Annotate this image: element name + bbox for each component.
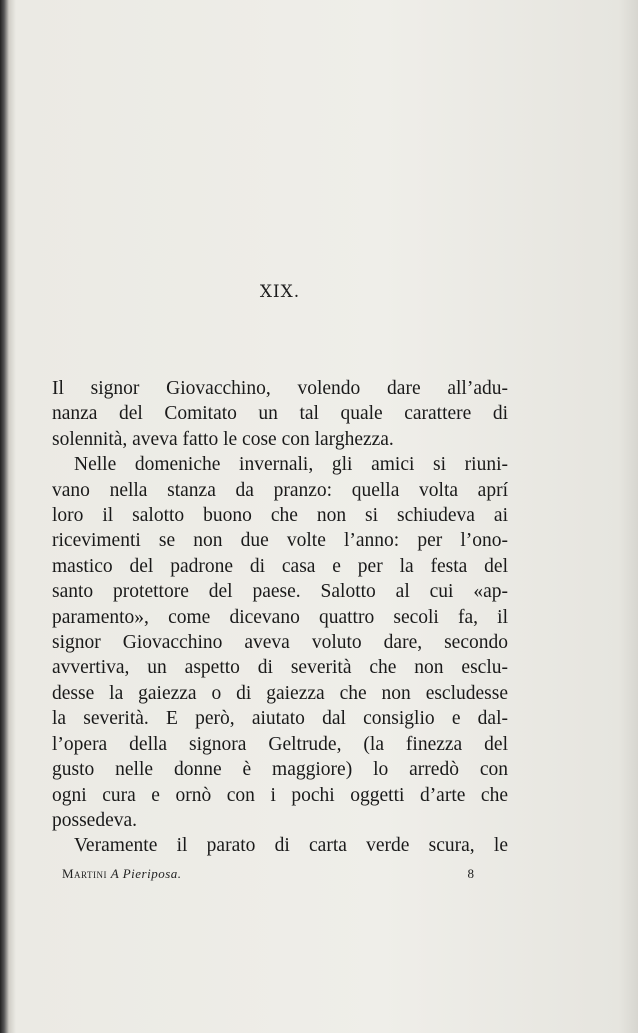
text-line: mastico del padrone di casa e per la festa del [52,555,508,577]
text-line: santo protettore del paese. Salotto al cui «ap- [52,581,508,603]
text-line: possedeva. [52,809,138,831]
text-line: solennità, aveva fatto le cose con larghezza. [52,428,394,450]
text-line: paramento», come dicevano quattro secoli fa, il [52,606,508,628]
text-line: Nelle domeniche invernali, gli amici si riuni- [74,454,508,476]
text-line: avvertiva, un aspetto di severità che non esclu- [52,657,508,679]
footer-title: A Pieriposa. [110,866,182,881]
text-line: la severità. E però, aiutato dal consiglio e dal- [52,708,508,730]
page-number: 8 [467,866,474,881]
text-line: ogni cura e ornò con i pochi oggetti d’arte che [52,784,508,806]
text-line: Il signor Giovacchino, volendo dare all’adu- [52,378,508,399]
running-footer [62,866,182,882]
text-line: gusto nelle donne è maggiore) lo arredò con [52,759,508,781]
chapter-heading: XIX. [259,282,301,302]
text-line: l’opera della signora Geltrude, (la finezza del [52,733,508,755]
text-line: vano nella stanza da pranzo: quella volta aprí [52,479,508,501]
text-line: signor Giovacchino aveva voluto dare, secondo [52,632,508,654]
text-line: nanza del Comitato un tal quale carattere di [52,403,508,425]
text-line: loro il salotto buono che non si schiudeva ai [52,505,508,527]
text-line: ricevimenti se non due volte l’anno: per l’ono- [52,530,508,552]
text-line: desse la gaiezza o di gaiezza che non escludesse [52,682,508,704]
body-text [52,376,508,859]
text-line: Veramente il parato di carta verde scura, le [74,835,508,857]
footer-author: Martini [62,866,108,881]
